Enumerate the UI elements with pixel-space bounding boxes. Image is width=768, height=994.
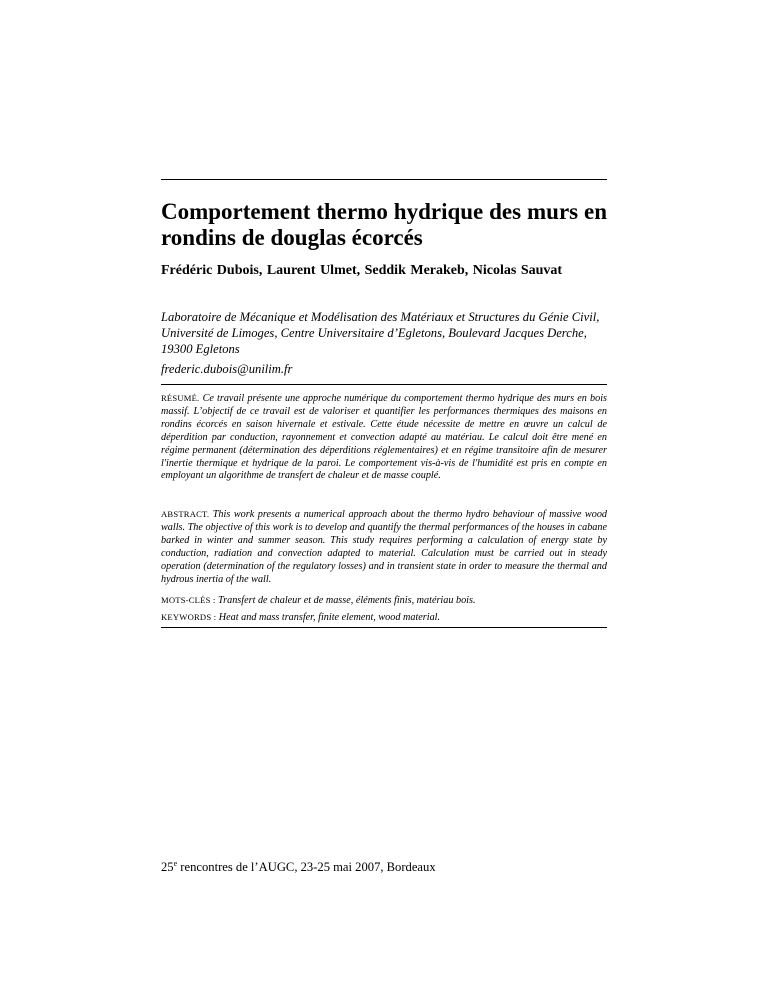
author-list: Frédéric Dubois, Laurent Ulmet, Seddik Merakeb, Nicolas Sauvat	[161, 263, 563, 278]
footer-text: rencontres de l’AUGC, 23-25 mai 2007, Bordeaux	[177, 860, 436, 874]
abstract-paragraph	[161, 508, 607, 586]
resume-text: Ce travail présente une approche numérique du comportement thermo hydrique des murs en bois massif. L’objectif de ce travail est de valoriser et quantifier les performances thermiques des maisons en rondins écorcés en saison hivernale et estivale. Cette étude nécessite de mettre en œuvre un calcul de déperdition par conduction, rayonnement et convection adapté au matériau. Le calcul doit être mené en régime permanent (détermination des déperditions réglementaires) et en régime transitoire afin de mesurer l'inertie thermique et hydrique de la paroi. Le comportement vis-à-vis de l'humidité est pris en compte en employant un algorithme de transfert de chaleur et de masse couplé.	[161, 393, 607, 482]
footer-number: 25	[161, 860, 174, 874]
paper-title: Comportement thermo hydrique des murs en rondins de douglas écorcés	[161, 199, 607, 250]
resume-paragraph	[161, 392, 607, 483]
resume-label: RÉSUMÉ.	[161, 393, 200, 403]
affiliation: Laboratoire de Mécanique et Modélisation des Matériaux et Structures du Génie Civil, Université de Limoges, Centre Universitaire d’Egletons, Boulevard Jacques Derche, 19300 Egletons	[161, 310, 600, 356]
keywords-fr-label: MOTS-CLÉS :	[161, 595, 216, 605]
abstract-bottom-rule	[161, 627, 607, 628]
keywords-en	[161, 611, 607, 625]
keywords-en-label: KEYWORDS :	[161, 612, 217, 622]
contact-email: frederic.dubois@unilim.fr	[161, 362, 293, 376]
conference-footer	[161, 859, 436, 875]
abstract-top-rule	[161, 384, 607, 385]
keywords-fr	[161, 594, 607, 608]
footer-superscript: e	[173, 859, 178, 868]
abstract-label: ABSTRACT.	[161, 509, 210, 519]
keywords-en-text: Heat and mass transfer, finite element, wood material.	[218, 612, 441, 623]
abstract-text: This work presents a numerical approach about the thermo hydro behaviour of massive wood walls. The objective of this work is to develop and quantify the thermal performances of the houses in cabane barked in winter and summer season. This study requires performing a calculation of energy state by conduction, radiation and convection adapted to material. Calculation must be carried out in steady operation (determination of the regulatory losses) and in transient state in order to measure the thermal and hydrous inertia of the wall.	[161, 509, 608, 585]
keywords-fr-text: Transfert de chaleur et de masse, éléments finis, matériau bois.	[218, 595, 476, 606]
header-rule	[161, 179, 607, 180]
paper-page	[161, 0, 607, 994]
